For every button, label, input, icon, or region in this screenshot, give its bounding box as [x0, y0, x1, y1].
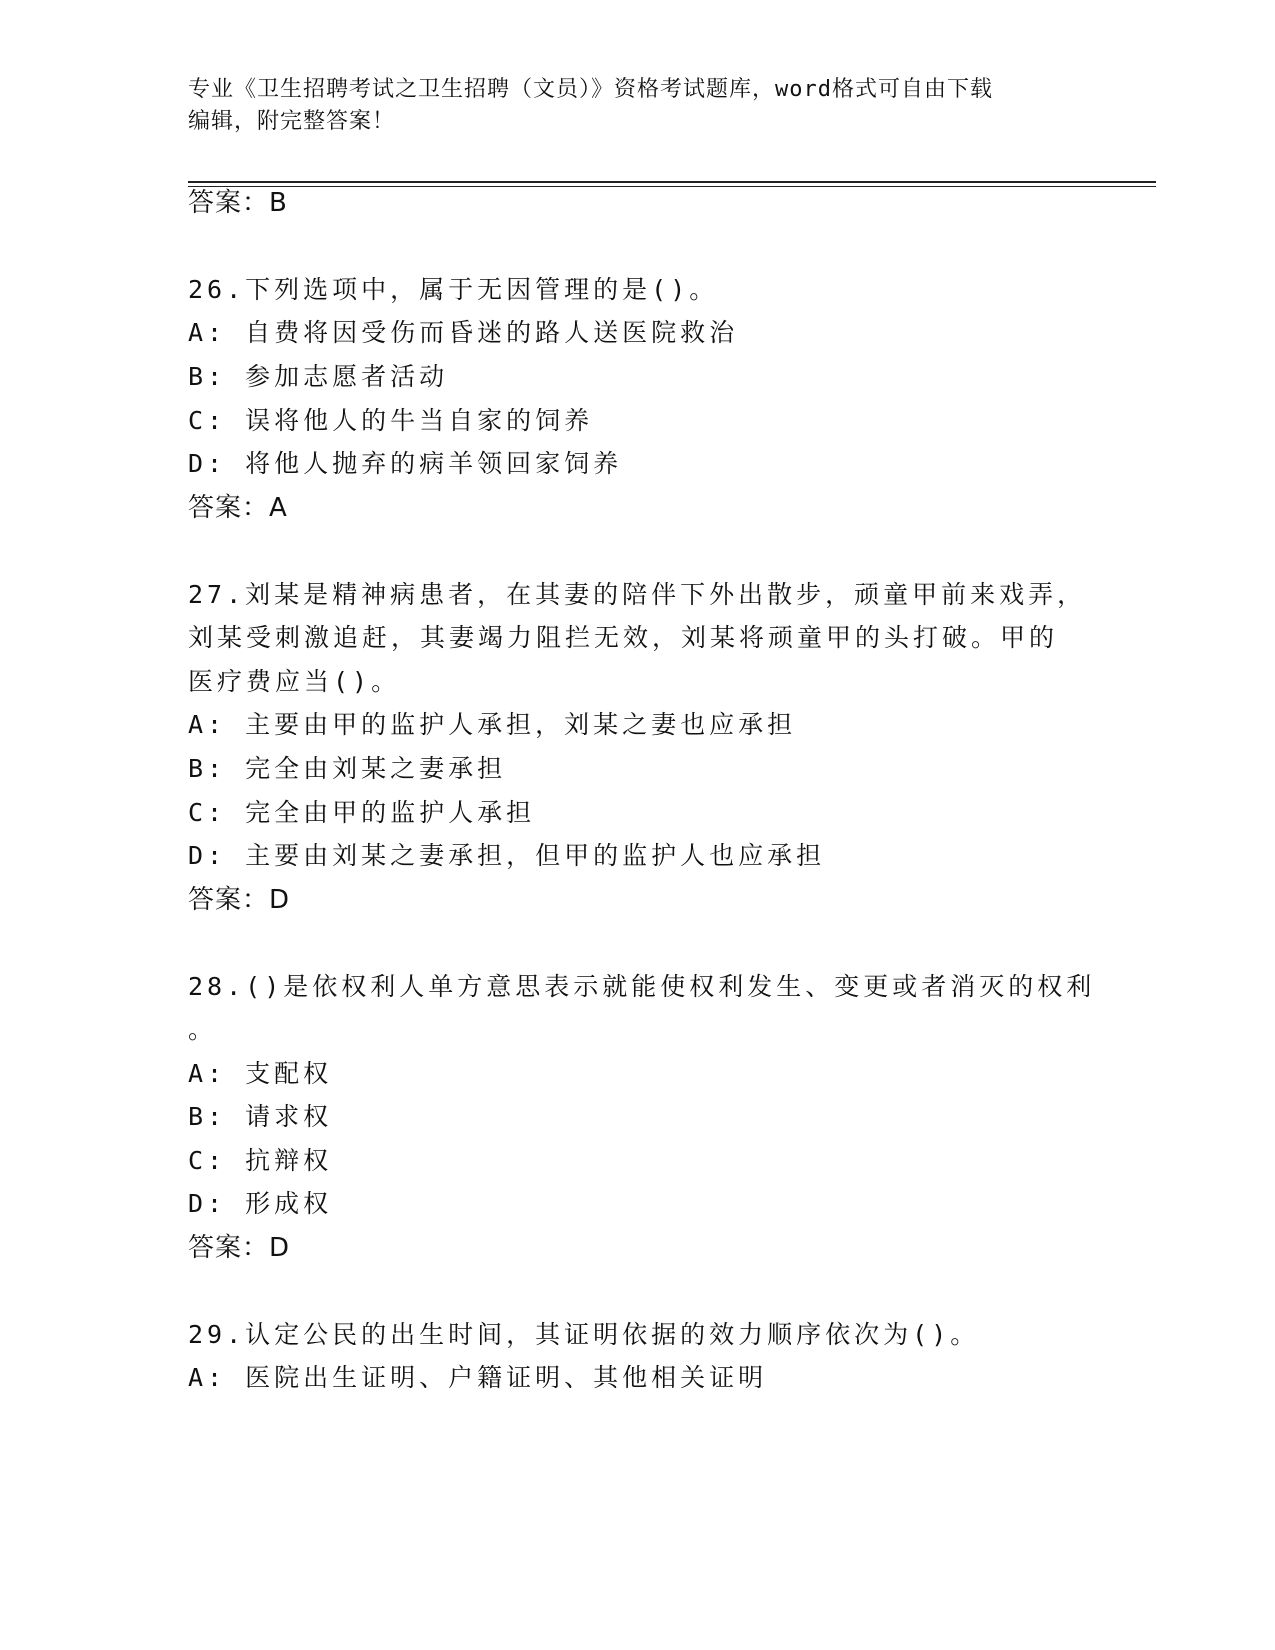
question-28-option-c: C: 抗辩权 — [188, 1146, 333, 1175]
header-divider — [188, 181, 1156, 183]
question-28-stem-1: 28.()是依权利人单方意思表示就能使权利发生、变更或者消灭的权利 — [188, 972, 1096, 1001]
question-29-option-a: A: 医院出生证明、户籍证明、其他相关证明 — [188, 1363, 768, 1392]
question-27-stem-2: 刘某受刺激追赶，其妻竭力阻拦无效，刘某将顽童甲的头打破。甲的 — [188, 623, 1059, 652]
question-27-answer: 答案：D — [188, 885, 291, 915]
question-26-answer: 答案：A — [188, 493, 288, 523]
question-28-option-d: D: 形成权 — [188, 1189, 333, 1218]
question-29-stem: 29.认定公民的出生时间，其证明依据的效力顺序依次为()。 — [188, 1320, 980, 1349]
question-26-option-b: B: 参加志愿者活动 — [188, 362, 449, 391]
header-line-2: 编辑，附完整答案！ — [188, 109, 396, 134]
question-27-option-c: C: 完全由甲的监护人承担 — [188, 798, 536, 827]
question-27-stem-1: 27.刘某是精神病患者，在其妻的陪伴下外出散步，顽童甲前来戏弄， — [188, 580, 1087, 609]
question-28-stem-2: 。 — [188, 1015, 218, 1044]
page-header — [188, 74, 1088, 138]
question-26-option-d: D: 将他人抛弃的病羊领回家饲养 — [188, 449, 623, 478]
question-26-option-c: C: 误将他人的牛当自家的饲养 — [188, 406, 594, 435]
question-27-stem-3: 医疗费应当()。 — [188, 667, 401, 696]
question-26-option-a: A: 自费将因受伤而昏迷的路人送医院救治 — [188, 318, 739, 347]
question-27-option-d: D: 主要由刘某之妻承担，但甲的监护人也应承担 — [188, 841, 826, 870]
question-28-answer: 答案：D — [188, 1233, 291, 1263]
question-27-option-b: B: 完全由刘某之妻承担 — [188, 754, 507, 783]
header-line-1: 专业《卫生招聘考试之卫生招聘（文员）》资格考试题库，word格式可自由下载 — [188, 77, 993, 102]
question-27-option-a: A: 主要由甲的监护人承担，刘某之妻也应承担 — [188, 710, 797, 739]
question-26-stem: 26.下列选项中，属于无因管理的是()。 — [188, 275, 719, 304]
question-28-option-a: A: 支配权 — [188, 1059, 333, 1088]
question-28-option-b: B: 请求权 — [188, 1102, 333, 1131]
answer-prev: 答案：B — [188, 188, 288, 218]
